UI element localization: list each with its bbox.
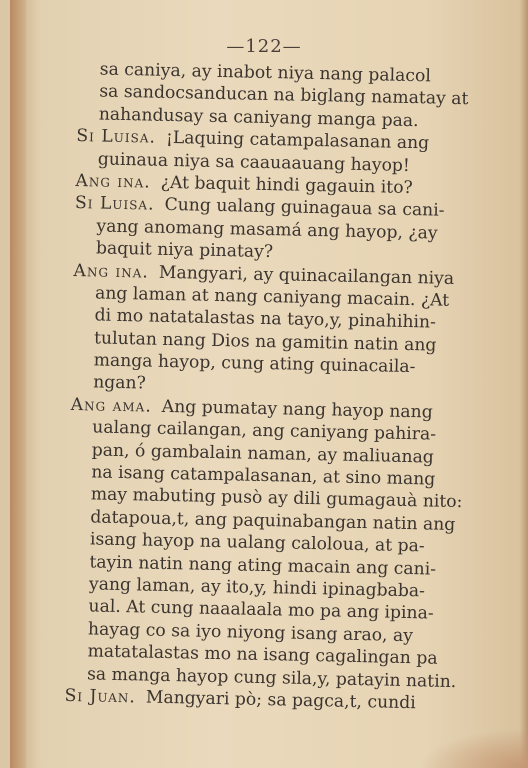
line-text: sa manga hayop cung sila,y, patayin natin.: [86, 663, 457, 692]
line-text: ual. At cung naaalaala mo pa ang ipina-: [88, 596, 434, 624]
line-text: ¿At baquit hindi gagauin ito?: [160, 172, 413, 198]
line-text: tayin natin nang ating macain ang cani-: [89, 551, 437, 580]
book-spine: [10, 0, 26, 768]
line-text: ang laman at nang caniyang macain. ¿At: [94, 283, 450, 311]
speaker-name: Si Luisa.: [74, 193, 155, 215]
speaker-name: Si Luisa.: [76, 126, 157, 148]
line-text: baquit niya pinatay?: [95, 238, 274, 263]
line-text: datapoua,t, ang paquinabangan natin ang: [90, 507, 456, 535]
line-text: sa sandocsanducan na biglang namatay at: [99, 81, 469, 110]
line-text: sa caniya, ay inabot niya nang palacol: [99, 59, 432, 87]
line-text: Ang pumatay nang hayop nang: [161, 396, 433, 423]
line-text: ngan?: [92, 372, 147, 394]
line-text: yang laman, ay ito,y, hindi ipinagbaba-: [88, 574, 426, 602]
line-text: may mabuting pusò ay dili gumagauà nito:: [90, 484, 463, 513]
speaker-name: Ang ina.: [73, 260, 150, 283]
speaker-name: Ang ina.: [75, 170, 151, 193]
line-text: hayag co sa iyo niyong isang arao, ay: [87, 619, 414, 646]
line-text: Mangyari pò; sa pagca,t, cundi: [145, 687, 416, 714]
line-text: na isang catampalasanan, at sino mang: [91, 462, 436, 490]
line-text: ualang cailangan, ang caniyang pahira-: [92, 417, 437, 445]
line-text: nahandusay sa caniyang manga paa.: [98, 104, 419, 131]
line-text: manga hayop, cung ating quinacaila-: [93, 350, 416, 378]
line-text: isang hayop na ualang caloloua, at pa-: [89, 529, 425, 557]
page-number: —122—: [226, 36, 302, 57]
line-text: tulutan nang Dios na gamitin natin ang: [93, 328, 437, 356]
speaker-name: Si Juan.: [64, 685, 137, 708]
line-text: di mo natatalastas na tayo,y, pinahihin-: [94, 305, 437, 333]
line-text: yang anomang masamá ang hayop, ¿ay: [96, 216, 438, 244]
line-text: ¡Laquing catampalasanan ang: [165, 128, 430, 154]
line-text: pan, ó gambalain naman, ay maliuanag: [91, 440, 435, 468]
dialogue-text-block: [64, 58, 508, 716]
line-text: guinaua niya sa caauaauang hayop!: [97, 149, 411, 176]
line-text: matatalastas mo na isang cagalingan pa: [87, 641, 438, 669]
speaker-name: Ang ama.: [70, 394, 152, 417]
line-text: Mangyari, ay quinacailangan niya: [158, 262, 455, 289]
page-edge: [520, 0, 528, 768]
page-stain: [418, 728, 528, 768]
line-text: Cung ualang guinagaua sa cani-: [164, 195, 445, 222]
